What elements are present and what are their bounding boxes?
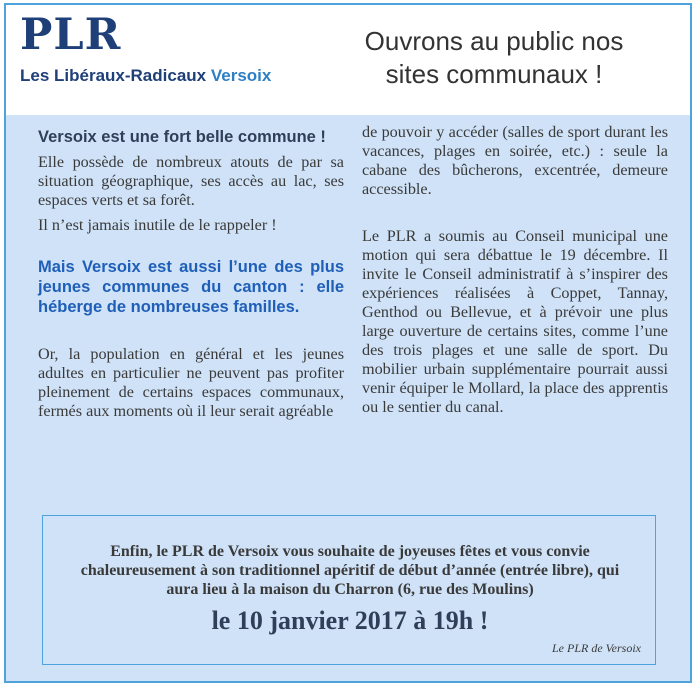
signature: Le PLR de Versoix: [552, 641, 641, 655]
right-paragraph-1: de pouvoir y accéder (salles de sport durant les vacances, plages en soirée, etc.) : seule la cabane des bûcherons, excentrée, demeure accessible.: [362, 123, 668, 198]
lead-paragraph: Versoix est une fort belle commune !: [38, 128, 326, 146]
headline: [324, 25, 664, 91]
logo-tagline: [20, 66, 271, 86]
left-paragraph-1: Elle possède de nombreux atouts de par sa situation géographique, ses accès au lac, ses espaces verts et sa forêt.: [38, 153, 344, 209]
left-column: [38, 127, 344, 421]
left-paragraph-3: Or, la population en général et les jeunes adultes en particulier ne peuvent pas profiter pleinement de certains espaces communaux, fermés aux moments où il leur serait agréable: [38, 345, 344, 420]
header: [6, 5, 690, 115]
right-column: [362, 123, 668, 417]
content-panel: [6, 115, 690, 681]
plr-logo: PLR: [20, 10, 122, 60]
logo-tagline-text: Les Libéraux-Radicaux: [20, 66, 207, 85]
highlight-paragraph: Mais Versoix est aussi l’une des plus jeunes communes du canton : elle héberge de nombreuses familles.: [38, 258, 344, 316]
invitation-text: Enfin, le PLR de Versoix vous souhaite de joyeuses fêtes et vous convie chaleureusement à son traditionnel apéritif de début d’année (entrée libre), qui aura lieu à la maison du Charron (6, rue des Moulins): [80, 543, 620, 598]
headline-line-1: Ouvrons au public nos: [364, 26, 624, 56]
invitation-date: le 10 janvier 2017 à 19h !: [211, 606, 489, 635]
invitation-box: [42, 515, 656, 665]
flyer-frame: [4, 3, 692, 683]
logo-city: Versoix: [210, 66, 272, 85]
left-paragraph-2: Il n’est jamais inutile de le rappeler !: [38, 216, 277, 234]
right-paragraph-2: Le PLR a soumis au Conseil municipal une motion qui sera débattue le 19 décembre. Il invite le Conseil administratif à s’inspirer des expériences réalisées à Coppet, Tannay, Genthod ou Bellevue, et à prévoir une plus large ouverture de certains sites, comme l’une des trois plages et une salle de sport. Du mobilier urbain supplémentaire pourrait aussi venir équiper le Mollard, la place des apprentis ou le sentier du canal.: [362, 227, 668, 416]
headline-line-2: sites communaux !: [385, 59, 603, 89]
